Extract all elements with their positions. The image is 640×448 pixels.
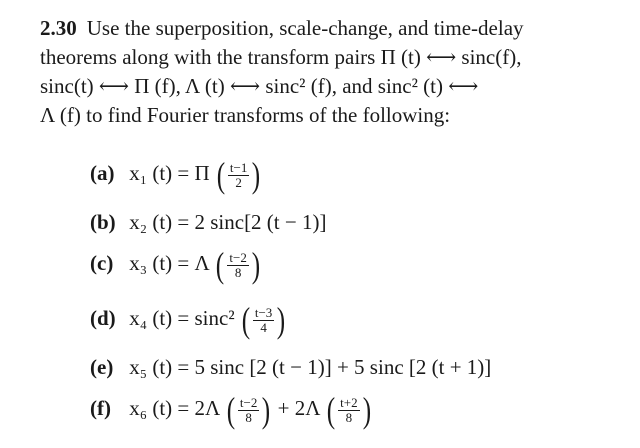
- left-paren: (: [216, 155, 226, 195]
- fraction: $\frac{t-2}{8}$: [229, 249, 247, 280]
- subproblem-label: (a): [90, 160, 115, 185]
- subproblem-b: [90, 210, 326, 235]
- subproblem-label: (b): [90, 210, 116, 234]
- fraction: $\frac{t+2}{8}$: [340, 394, 358, 425]
- problem-line-3: sinc(t) ⟷ Π (f), Λ (t) ⟷ sinc² (f), and sinc² (t) ⟷: [40, 74, 479, 98]
- right-paren: ): [277, 300, 286, 340]
- problem-statement: [40, 14, 630, 130]
- subproblem-label: (e): [90, 355, 114, 379]
- fraction: $\frac{t-3}{4}$: [254, 304, 273, 335]
- problem-line-1: 2.30 Use the superposition, scale-change, and time-delay: [40, 16, 524, 40]
- right-paren: ): [252, 155, 261, 195]
- problem-number: 2.30: [40, 16, 77, 40]
- subproblem-label: (f): [90, 395, 111, 420]
- subproblem-expression: x₄ (t) = sinc²: [129, 305, 235, 330]
- subproblem-expression-mid: + 2Λ: [277, 395, 320, 420]
- fraction: $\frac{t-2}{8}$: [239, 394, 258, 425]
- subproblem-label: (c): [90, 250, 114, 275]
- subproblem-label: (d): [90, 305, 116, 330]
- right-paren: ): [362, 390, 371, 430]
- right-paren: ): [262, 390, 271, 430]
- right-paren: ): [251, 245, 261, 285]
- subproblem-e: [90, 355, 491, 380]
- subproblem-a: [90, 155, 262, 195]
- subproblem-expression: x₂ (t) = 2 sinc[2 (t − 1)]: [129, 210, 327, 234]
- problem-line-4: Λ (f) to find Fourier transforms of the following:: [40, 103, 451, 127]
- problem-line-2: theorems along with the transform pairs Π (t) ⟷ sinc(f),: [40, 45, 522, 69]
- fraction: $\frac{t-1}{2}$: [229, 159, 248, 190]
- left-paren: (: [226, 390, 236, 430]
- subproblem-c: [90, 245, 262, 285]
- subproblem-expression: x₅ (t) = 5 sinc [2 (t − 1)] + 5 sinc [2 (t + 1)]: [129, 355, 492, 379]
- subproblem-d: [90, 300, 287, 340]
- left-paren: (: [326, 390, 336, 430]
- subproblem-expression: x₃ (t) = Λ: [129, 250, 210, 275]
- subproblem-expression: x₆ (t) = 2Λ: [129, 395, 220, 420]
- subproblem-f: [90, 390, 373, 430]
- left-paren: (: [241, 300, 251, 340]
- left-paren: (: [216, 245, 225, 285]
- subproblem-expression: x₁ (t) = Π: [129, 160, 210, 185]
